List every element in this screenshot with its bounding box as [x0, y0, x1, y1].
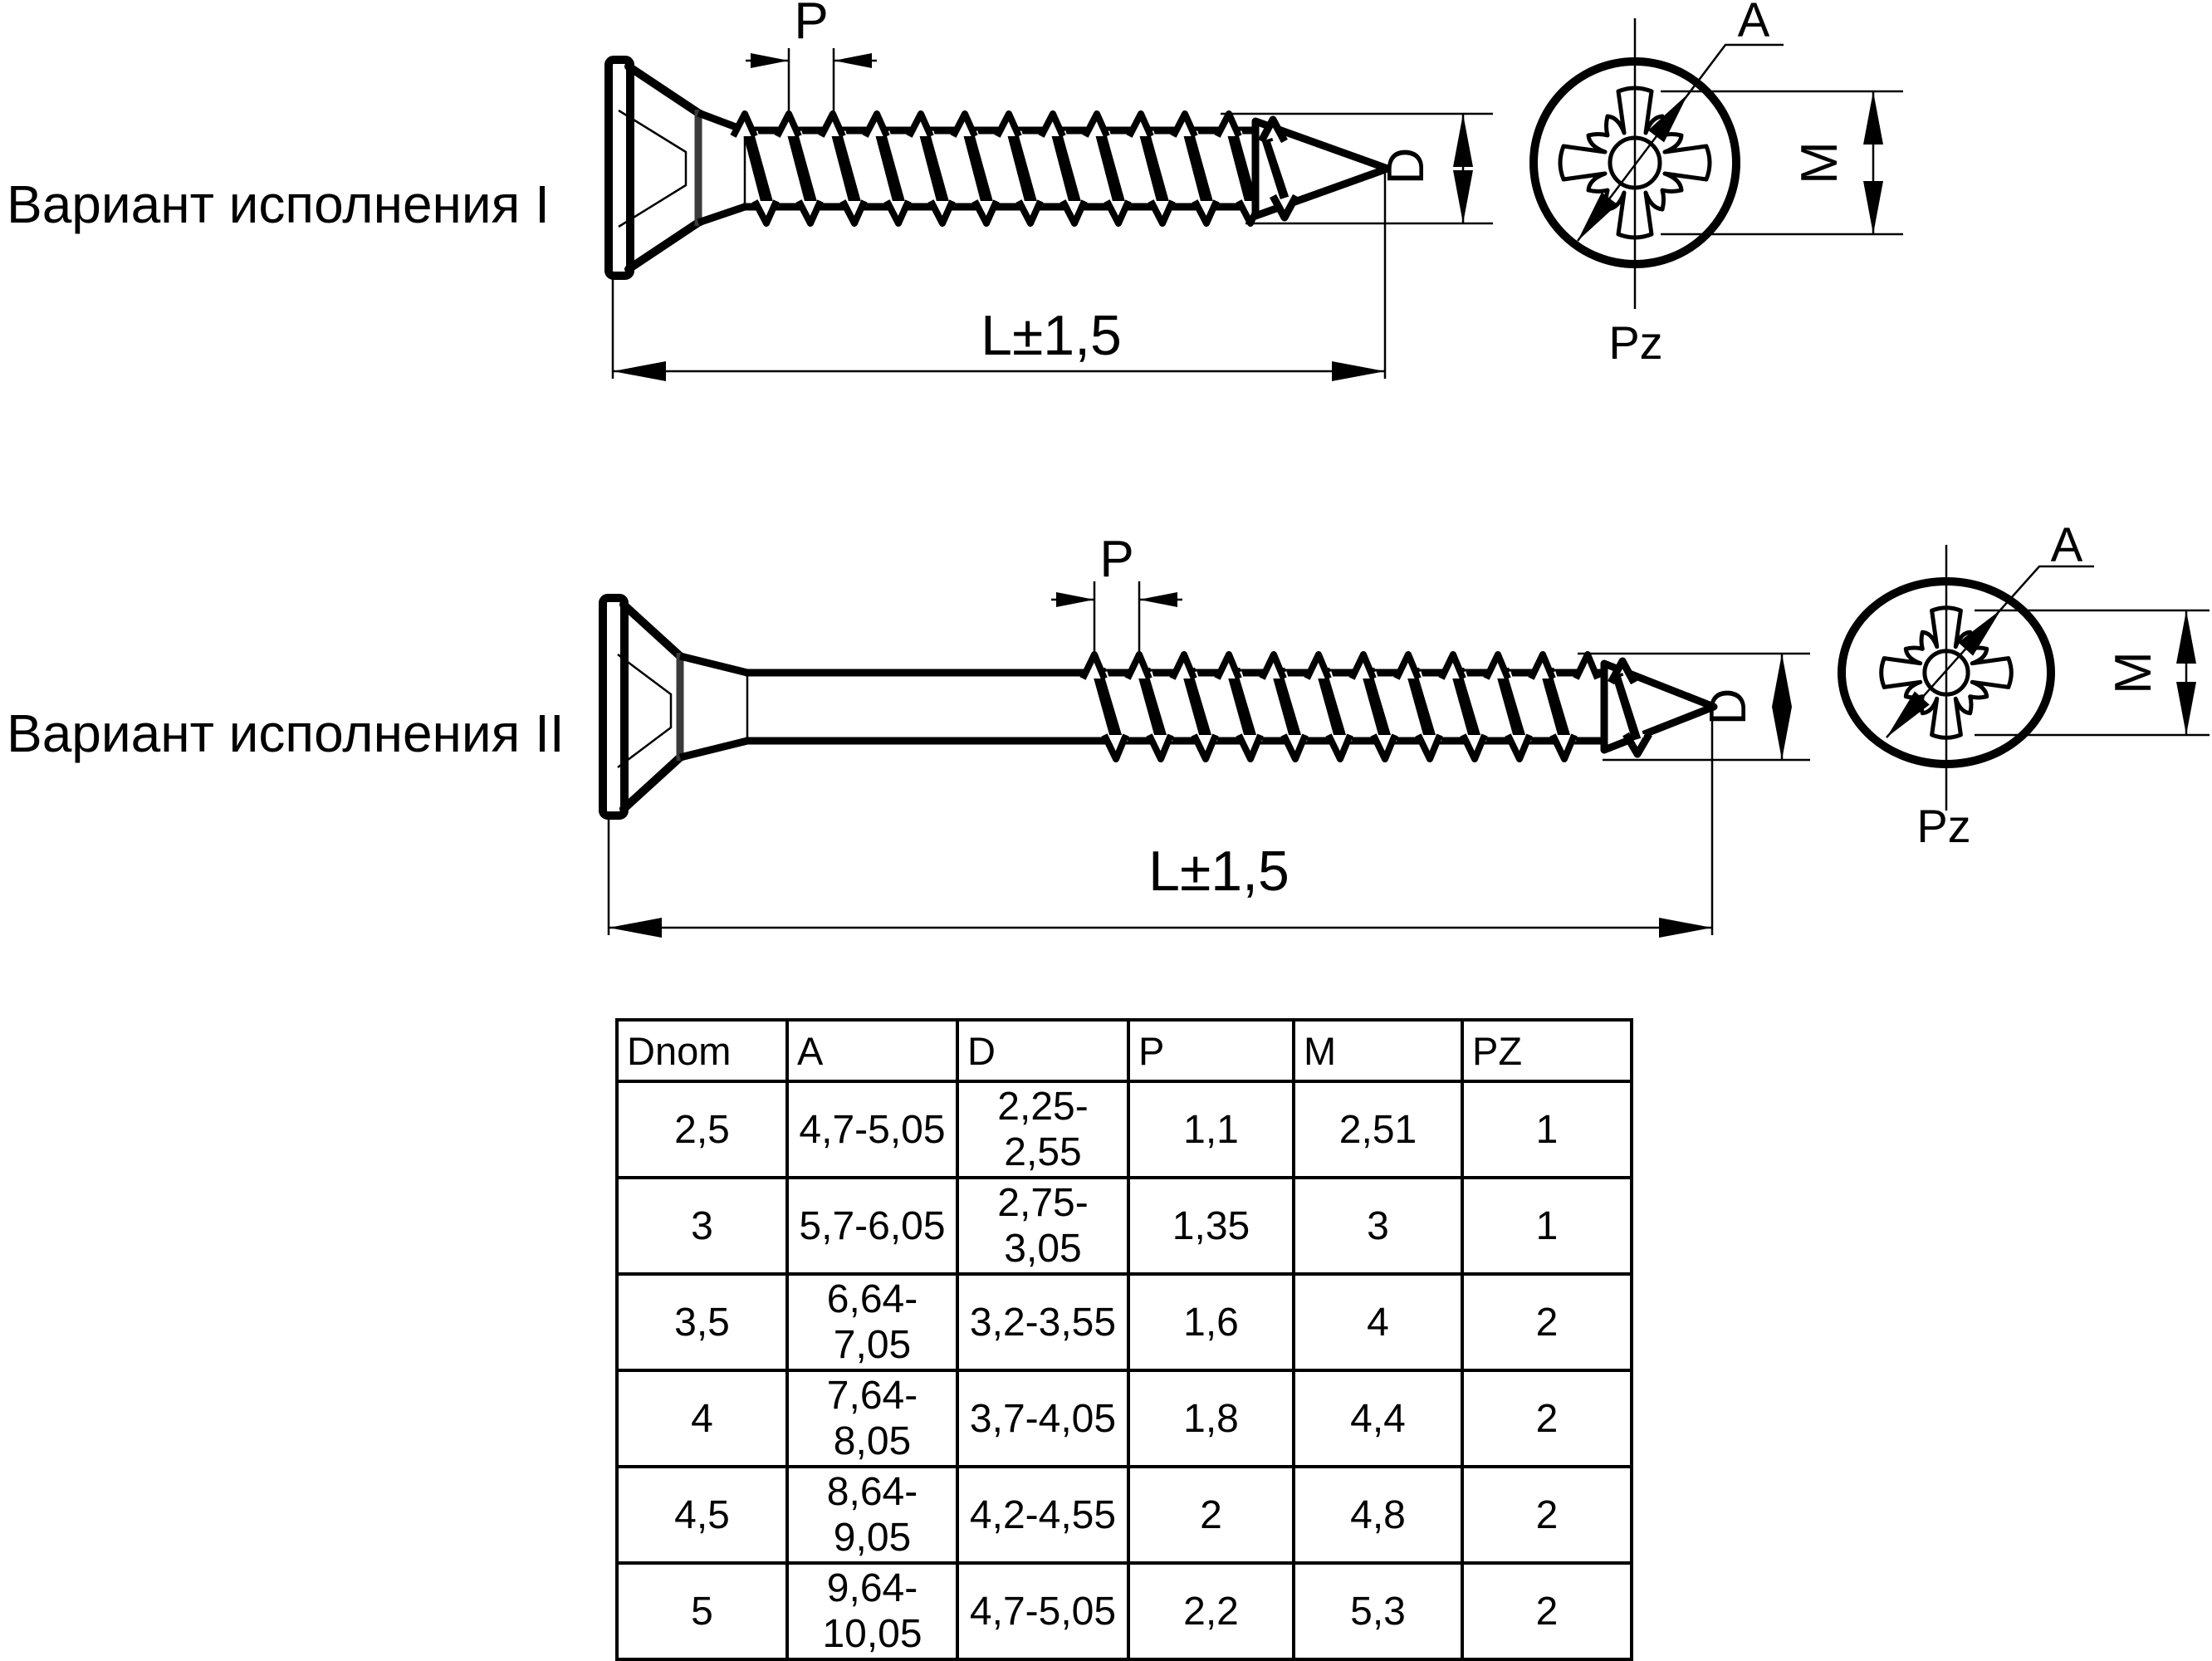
- table-cell: 5: [617, 1563, 787, 1659]
- table-row: [617, 1081, 1632, 1178]
- table-cell: 1,1: [1128, 1081, 1294, 1178]
- table-row: [617, 1370, 1632, 1467]
- table-cell: 4,7-5,05: [787, 1081, 957, 1178]
- variant2-label: Вариант исполнения II: [7, 703, 565, 763]
- col-header-d: D: [957, 1020, 1128, 1081]
- screw2-pitch-label: P: [1099, 531, 1134, 588]
- table-cell: 5,7-6,05: [787, 1178, 957, 1274]
- screw2-drive-label: Pz: [1916, 800, 1971, 852]
- table-cell: 1: [1462, 1081, 1632, 1178]
- table-cell: 4,8: [1294, 1467, 1462, 1563]
- table-cell: 4: [1294, 1274, 1462, 1370]
- screw1-head-face: [609, 60, 630, 276]
- screw-variant2-side-view: [603, 598, 1714, 816]
- table-cell: 1,6: [1128, 1274, 1294, 1370]
- screw2-pitch-extension-lines: [1094, 581, 1139, 654]
- table-cell: 8,64-9,05: [787, 1467, 957, 1563]
- table-cell: 2,75-3,05: [957, 1178, 1128, 1274]
- table-cell: 4: [617, 1370, 787, 1467]
- table-cell: 3,7-4,05: [957, 1370, 1128, 1467]
- screw2-recess-width-label: M: [2105, 651, 2162, 694]
- table-cell: 4,7-5,05: [957, 1563, 1128, 1659]
- table-cell: 1: [1462, 1178, 1632, 1274]
- table-cell: 5,3: [1294, 1563, 1462, 1659]
- screw2-thread-flanks: [1099, 669, 1574, 744]
- table-header-row: [617, 1020, 1632, 1081]
- screw1-pitch-label: P: [794, 0, 829, 50]
- screw1-diameter-label: D: [1378, 147, 1435, 185]
- table-cell: 1,35: [1128, 1178, 1294, 1274]
- table-cell: 2,51: [1294, 1081, 1462, 1178]
- table-cell: 2: [1462, 1274, 1632, 1370]
- screw1-recess-diagonal-label: A: [1737, 0, 1770, 47]
- table-cell: 6,64-7,05: [787, 1274, 957, 1370]
- screw-variant1-side-view: [609, 60, 1387, 276]
- table-cell: 2: [1128, 1467, 1294, 1563]
- table-cell: 2,25-2,55: [957, 1081, 1128, 1178]
- table-cell: 2: [1462, 1467, 1632, 1563]
- table-cell: 4,4: [1294, 1370, 1462, 1467]
- screw1-root-lines: [743, 130, 1260, 207]
- table-row: [617, 1274, 1632, 1370]
- table-cell: 1,8: [1128, 1370, 1294, 1467]
- table-cell: 3,5: [617, 1274, 787, 1370]
- table-cell: 4,5: [617, 1467, 787, 1563]
- variant1-label: Вариант исполнения I: [7, 174, 550, 234]
- col-header-p: P: [1128, 1020, 1294, 1081]
- table-cell: 3,2-3,55: [957, 1274, 1128, 1370]
- screw2-recess-diagonal-label: A: [2050, 518, 2083, 572]
- screw1-head-cone: [629, 66, 698, 269]
- table-cell: 3: [1294, 1178, 1462, 1274]
- dimensions-table: [615, 1018, 1633, 1661]
- col-header-dnom: Dnom: [617, 1020, 787, 1081]
- table-cell: 9,64-10,05: [787, 1563, 957, 1659]
- col-header-pz: PZ: [1462, 1020, 1632, 1081]
- screw1-drive-label: Pz: [1608, 316, 1663, 369]
- table-cell: 3: [617, 1178, 787, 1274]
- screw2-diameter-label: D: [1700, 688, 1757, 726]
- table-cell: 2,5: [617, 1081, 787, 1178]
- table-cell: 7,64-8,05: [787, 1370, 957, 1467]
- table-cell: 2,2: [1128, 1563, 1294, 1659]
- screw1-length-label: L±1,5: [981, 304, 1122, 367]
- col-header-a: A: [787, 1020, 957, 1081]
- table-row: [617, 1178, 1632, 1274]
- table-cell: 4,2-4,55: [957, 1467, 1128, 1563]
- screw2-length-label: L±1,5: [1148, 840, 1290, 903]
- table-row: [617, 1563, 1632, 1659]
- screw2-head-face: [603, 598, 624, 816]
- col-header-m: M: [1294, 1020, 1462, 1081]
- table-cell: 2: [1462, 1370, 1632, 1467]
- screw1-thread-flanks: [749, 129, 1260, 208]
- table-row: [617, 1467, 1632, 1563]
- table-cell: 2: [1462, 1563, 1632, 1659]
- screw1-pitch-extension-lines: [789, 48, 834, 114]
- screw1-recess-width-label: M: [1791, 141, 1848, 184]
- screw2-head-neck: [680, 656, 747, 757]
